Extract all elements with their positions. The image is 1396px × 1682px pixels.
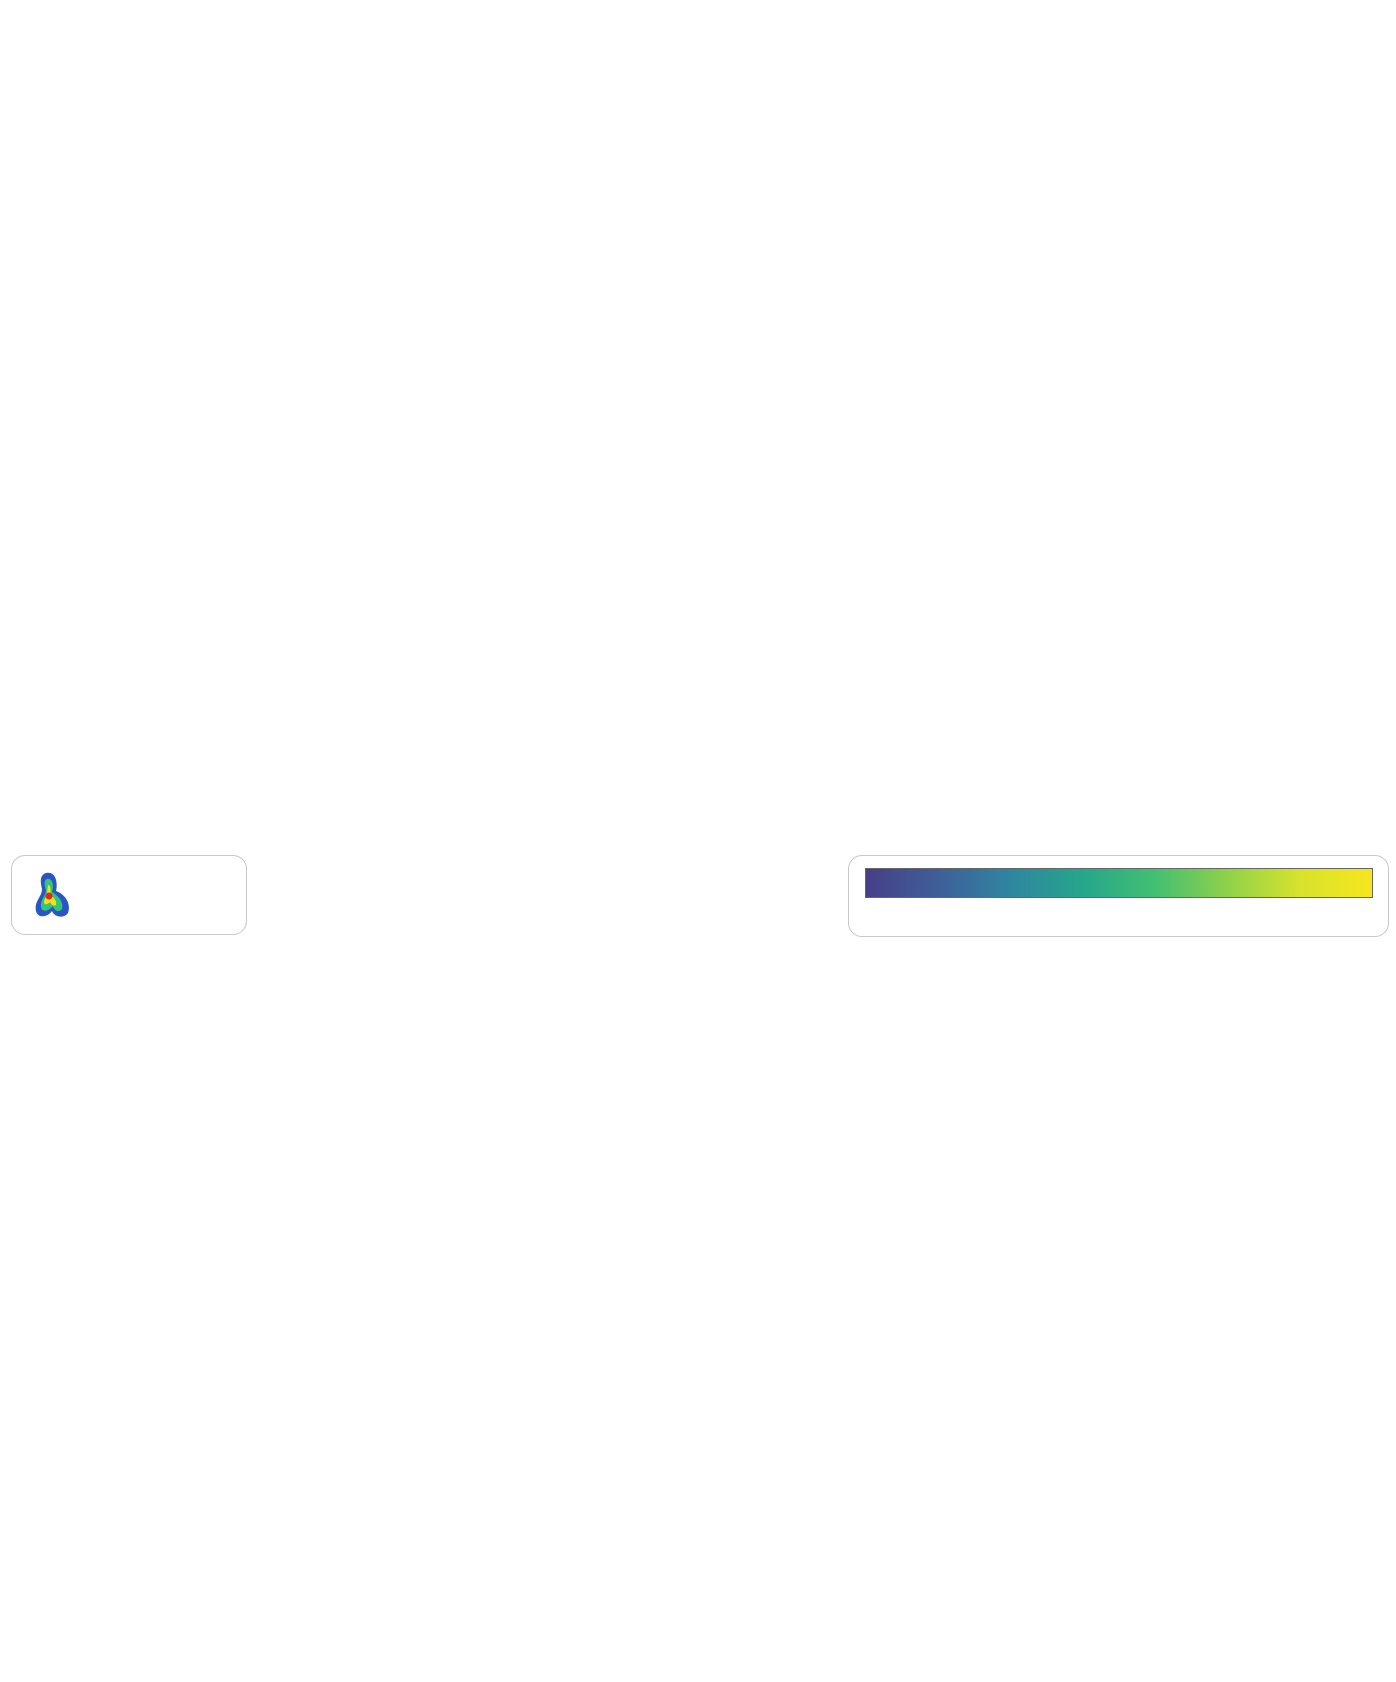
vosviewer-logo-icon xyxy=(32,869,74,921)
year-color-scale-bar xyxy=(865,868,1373,898)
vosviewer-logo xyxy=(11,855,247,935)
year-color-legend xyxy=(848,855,1389,937)
